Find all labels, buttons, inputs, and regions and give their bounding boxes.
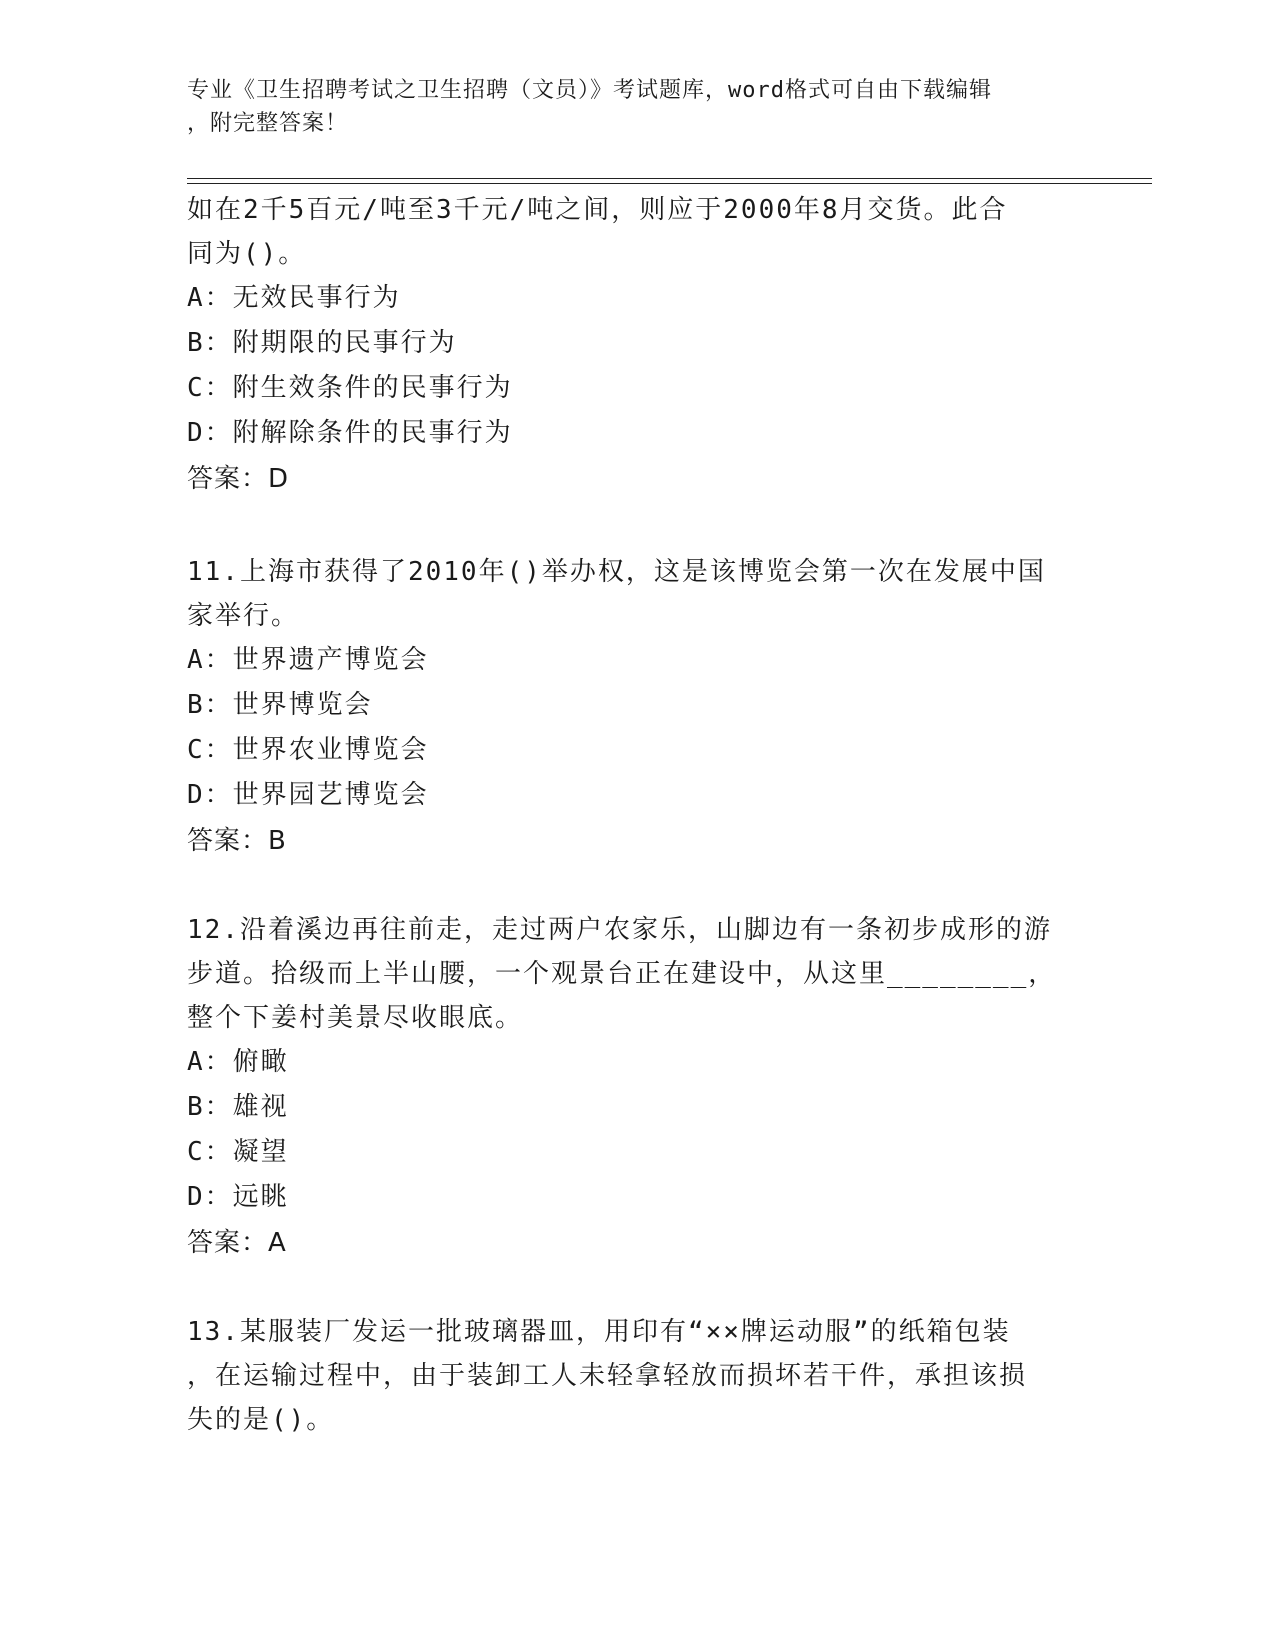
question-stem-line: 13.某服装厂发运一批玻璃器皿，用印有“××牌运动服”的纸箱包装 xyxy=(187,1317,1011,1347)
question-item xyxy=(187,550,1087,864)
question-stem-line: ，在运输过程中，由于装卸工人未轻拿轻放而损坏若干件，承担该损 xyxy=(187,1361,1028,1391)
option-a: A：无效民事行为 xyxy=(187,283,401,313)
question-stem-line: 失的是()。 xyxy=(187,1405,335,1435)
option-a: A：世界遗产博览会 xyxy=(187,645,429,675)
header-divider-bottom xyxy=(187,183,1152,184)
header-divider-top xyxy=(187,178,1152,179)
answer-text: 答案：D xyxy=(187,464,290,494)
question-stem-line: 步道。拾级而上半山腰，一个观景台正在建设中，从这里________， xyxy=(187,959,1057,989)
question-item xyxy=(187,188,1087,502)
answer-text: 答案：B xyxy=(187,826,287,856)
question-stem-line: 12.沿着溪边再往前走，走过两户农家乐，山脚边有一条初步成形的游 xyxy=(187,915,1052,945)
option-b: B：世界博览会 xyxy=(187,690,373,720)
question-stem-line: 同为()。 xyxy=(187,239,307,269)
option-c: C：附生效条件的民事行为 xyxy=(187,373,513,403)
option-b: B：附期限的民事行为 xyxy=(187,328,457,358)
option-c: C：凝望 xyxy=(187,1137,289,1167)
question-item xyxy=(187,1310,1087,1442)
option-a: A：俯瞰 xyxy=(187,1047,289,1077)
question-stem-line: 家举行。 xyxy=(187,601,300,631)
question-stem-line: 如在2千5百元/吨至3千元/吨之间，则应于2000年8月交货。此合 xyxy=(187,195,1008,225)
question-item xyxy=(187,908,1087,1266)
option-c: C：世界农业博览会 xyxy=(187,735,429,765)
document-header xyxy=(187,74,1067,140)
option-d: D：远眺 xyxy=(187,1182,289,1212)
option-b: B：雄视 xyxy=(187,1092,289,1122)
option-d: D：世界园艺博览会 xyxy=(187,780,429,810)
question-list xyxy=(187,188,1087,1486)
header-line-2: ，附完整答案！ xyxy=(187,111,349,136)
question-stem-line: 整个下姜村美景尽收眼底。 xyxy=(187,1003,524,1033)
option-d: D：附解除条件的民事行为 xyxy=(187,418,513,448)
answer-text: 答案：A xyxy=(187,1228,287,1258)
header-line-1: 专业《卫生招聘考试之卫生招聘（文员）》考试题库，word格式可自由下载编辑 xyxy=(187,78,992,103)
question-stem-line: 11.上海市获得了2010年()举办权，这是该博览会第一次在发展中国 xyxy=(187,557,1046,587)
